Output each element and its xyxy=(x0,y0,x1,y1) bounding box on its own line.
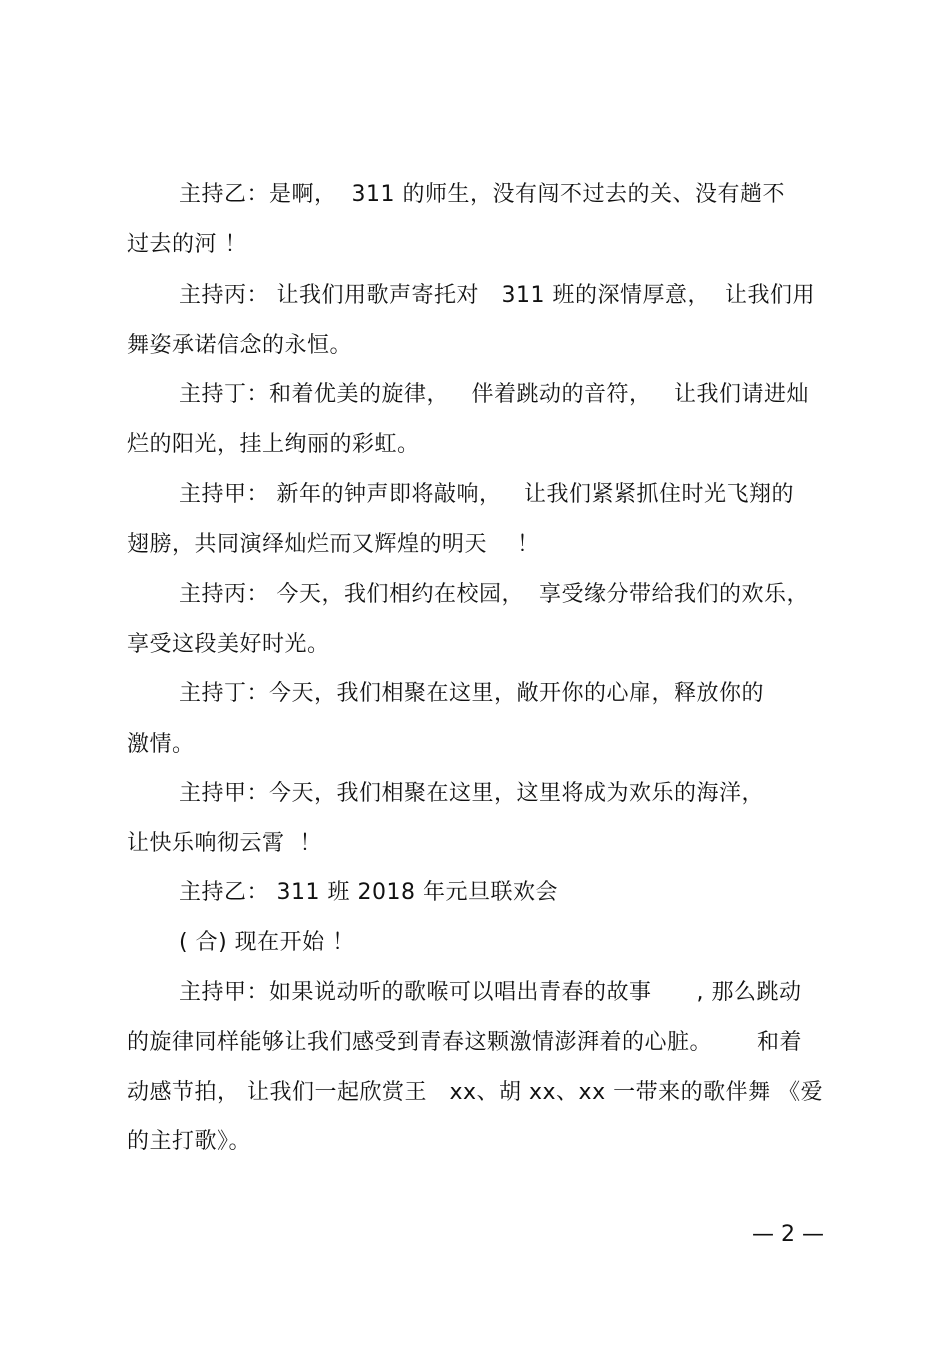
paragraph-line: 主持丁：和着优美的旋律， 伴着跳动的音符， 让我们请进灿 xyxy=(179,382,809,407)
paragraph-line: 主持乙：是啊， 311 的师生，没有闯不过去的关、没有趟不 xyxy=(179,182,785,207)
paragraph-line: 动感节拍， 让我们一起欣赏王 xx、胡 xx、xx 一带来的歌伴舞 《爱 xyxy=(127,1080,824,1105)
paragraph-line: ( 合) 现在开始 ！ xyxy=(179,930,355,955)
paragraph-line: 主持丙： 让我们用歌声寄托对 311 班的深情厚意， 让我们用 xyxy=(179,283,815,308)
paragraph-line: 舞姿承诺信念的永恒。 xyxy=(127,333,353,358)
paragraph-line: 激情。 xyxy=(127,732,195,757)
paragraph-line: 过去的河 ！ xyxy=(127,232,247,257)
paragraph-line: 的主打歌》。 xyxy=(127,1129,252,1154)
paragraph-line: 主持甲： 新年的钟声即将敲响， 让我们紧紧抓住时光飞翔的 xyxy=(179,482,794,507)
paragraph-line: 主持乙： 311 班 2018 年元旦联欢会 xyxy=(179,880,558,905)
paragraph-line: 让快乐响彻云霄 ！ xyxy=(127,831,322,856)
paragraph-line: 主持丙： 今天，我们相约在校园， 享受缘分带给我们的欢乐， xyxy=(179,582,809,607)
paragraph-line: 的旋律同样能够让我们感受到青春这颗激情澎湃着的心脏。 和着 xyxy=(127,1030,802,1055)
paragraph-line: 翅膀，共同演绎灿烂而又辉煌的明天 ！ xyxy=(127,532,540,557)
paragraph-line: 主持甲：今天，我们相聚在这里，这里将成为欢乐的海洋， xyxy=(179,781,765,806)
paragraph-line: 享受这段美好时光。 xyxy=(127,632,330,657)
page-number: — 2 — xyxy=(752,1222,824,1247)
paragraph-line: 主持丁：今天，我们相聚在这里，敞开你的心扉，释放你的 xyxy=(179,681,765,706)
paragraph-line: 主持甲：如果说动听的歌喉可以唱出青春的故事 , 那么跳动 xyxy=(179,980,802,1005)
paragraph-line: 烂的阳光，挂上绚丽的彩虹。 xyxy=(127,432,420,457)
